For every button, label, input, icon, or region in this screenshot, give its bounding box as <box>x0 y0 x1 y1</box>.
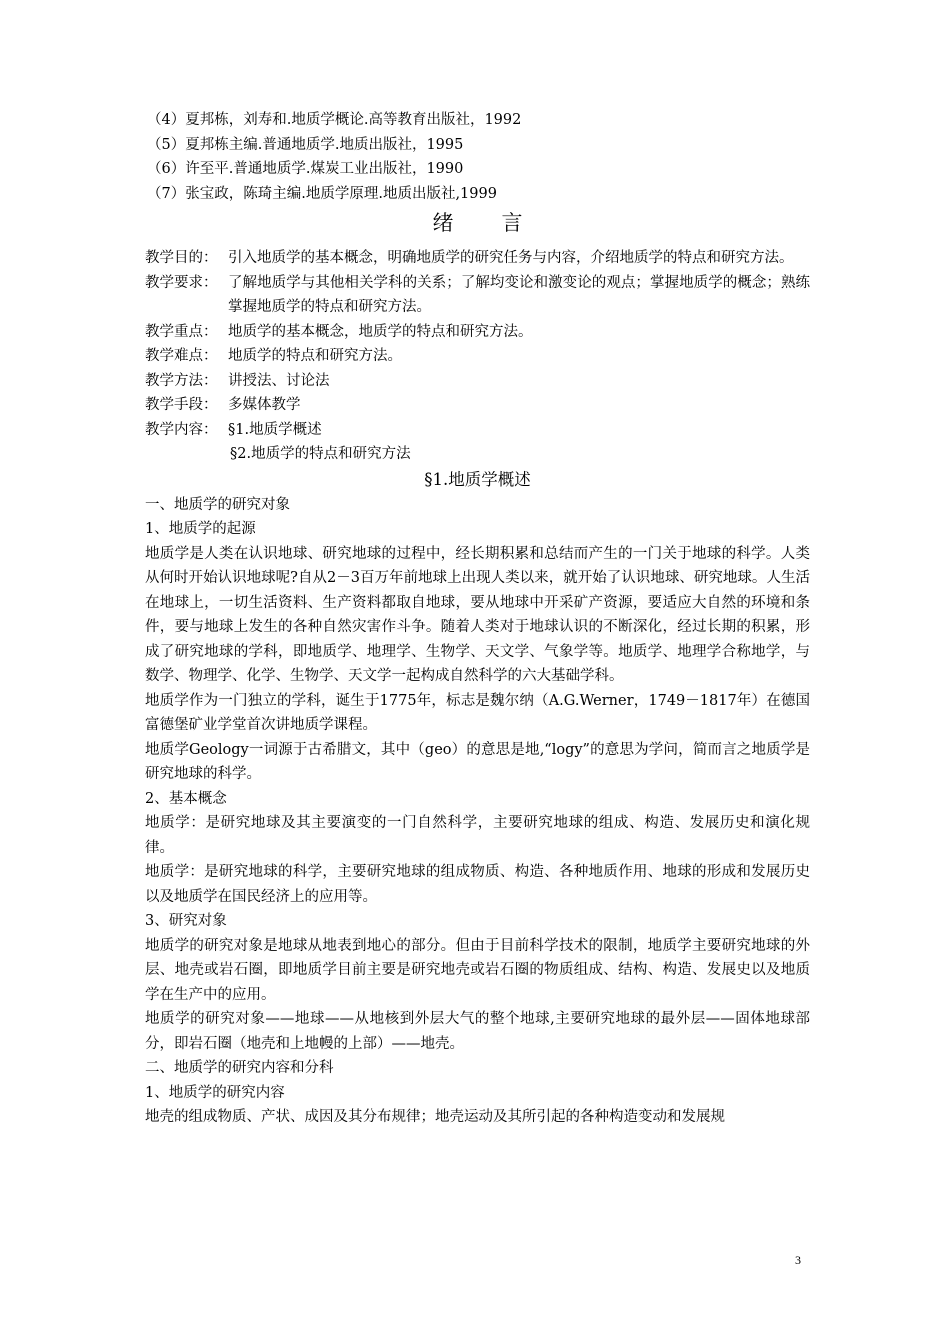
reference-item: （6）许至平.普通地质学.煤炭工业出版社，1990 <box>147 161 464 177</box>
teaching-focus-text: 地质学的基本概念，地质学的特点和研究方法。 <box>228 323 533 340</box>
teaching-content-item-2: §2.地质学的特点和研究方法 <box>230 446 411 462</box>
teaching-means-text: 多媒体教学 <box>228 397 301 413</box>
document-page <box>145 108 810 1130</box>
teaching-goal <box>145 246 810 271</box>
paragraph: 地质学的研究对象——地球——从地核到外层大气的整个地球,主要研究地球的最外层——固体地球部分，即岩石圈（地壳和上地幔的上部）——地壳。 <box>145 1011 810 1052</box>
teaching-method-label: 教学方法： <box>145 372 218 389</box>
teaching-content-label: 教学内容： <box>145 421 218 438</box>
teaching-method <box>145 369 810 394</box>
reference-item: （4）夏邦栋，刘寿和.地质学概论.高等教育出版社，1992 <box>147 112 522 128</box>
chapter-title <box>145 208 810 238</box>
heading-level-1: 二、地质学的研究内容和分科 <box>145 1060 334 1076</box>
chapter-title-right: 言 <box>501 211 523 235</box>
paragraph: 地质学：是研究地球的科学，主要研究地球的组成物质、构造、各种地质作用、地球的形成和发展历史以及地质学在国民经济上的应用等。 <box>145 864 810 905</box>
chapter-title-left: 绪 <box>432 211 454 235</box>
teaching-method-text: 讲授法、讨论法 <box>228 372 330 389</box>
reference-item: （7）张宝政，陈琦主编.地质学原理.地质出版社,1999 <box>147 185 497 202</box>
heading-level-2: 2、基本概念 <box>145 790 227 807</box>
paragraph: 地壳的组成物质、产状、成因及其分布规律；地壳运动及其所引起的各种构造变动和发展规 <box>145 1109 725 1125</box>
teaching-requirement <box>145 271 810 320</box>
paragraph: 地质学作为一门独立的学科，诞生于1775年，标志是魏尔纳（A.G.Werner，1749－1817年）在德国富德堡矿业学堂首次讲地质学课程。 <box>145 692 810 733</box>
teaching-requirement-label: 教学要求： <box>145 274 218 291</box>
page-number: 3 <box>795 1253 801 1267</box>
teaching-content-item-1: §1.地质学概述 <box>228 421 322 438</box>
heading-level-2: 1、地质学的研究内容 <box>145 1084 285 1101</box>
section-title: §1.地质学概述 <box>424 469 531 489</box>
paragraph: 地质学是人类在认识地球、研究地球的过程中，经长期积累和总结而产生的一门关于地球的科学。人类从何时开始认识地球呢?自从2－3百万年前地球上出现人类以来，就开始了认识地球、研究地球。人生活在地球上，一切生活资料、生产资料都取自地球，要从地球中开采矿产资源，要适应大自然的环境和条件，要与地球上发生的各种自然灾害作斗争。随着人类对于地球认识的不断深化，经过长期的积累，形成了研究地球的学科，即地质学、地理学、生物学、天文学、气象学等。地质学、地理学合称地学，与数学、物理学、化学、生物学、天文学一起构成自然科学的六大基础学科。 <box>145 545 810 684</box>
paragraph: 地质学：是研究地球及其主要演变的一门自然科学，主要研究地球的组成、构造、发展历史和演化规律。 <box>145 815 810 856</box>
teaching-difficulty-label: 教学难点： <box>145 348 218 364</box>
teaching-goal-text: 引入地质学的基本概念，明确地质学的研究任务与内容，介绍地质学的特点和研究方法。 <box>228 250 794 266</box>
teaching-difficulty-text: 地质学的特点和研究方法。 <box>228 348 402 364</box>
teaching-content <box>145 418 810 443</box>
teaching-focus <box>145 320 810 345</box>
heading-level-1: 一、地质学的研究对象 <box>145 496 290 513</box>
teaching-means <box>145 393 810 418</box>
reference-item: （5）夏邦栋主编.普通地质学.地质出版社，1995 <box>147 136 464 153</box>
teaching-difficulty <box>145 344 810 369</box>
heading-level-2: 1、地质学的起源 <box>145 521 256 537</box>
teaching-means-label: 教学手段： <box>145 397 218 413</box>
teaching-requirement-text: 了解地质学与其他相关学科的关系；了解均变论和激变论的观点；掌握地质学的概念；熟练掌握地质学的特点和研究方法。 <box>228 274 810 315</box>
teaching-focus-label: 教学重点： <box>145 323 218 340</box>
paragraph: 地质学的研究对象是地球从地表到地心的部分。但由于目前科学技术的限制，地质学主要研究地球的外层、地壳或岩石圈，即地质学目前主要是研究地壳或岩石圈的物质组成、结构、构造、发展史以及地质学在生产中的应用。 <box>145 937 810 1003</box>
teaching-content-continued <box>145 442 810 467</box>
heading-level-2: 3、研究对象 <box>145 913 227 929</box>
paragraph: 地质学Geology一词源于古希腊文，其中（geo）的意思是地,“logy”的意思为学问，简而言之地质学是研究地球的科学。 <box>145 741 810 782</box>
teaching-goal-label: 教学目的： <box>145 250 218 266</box>
